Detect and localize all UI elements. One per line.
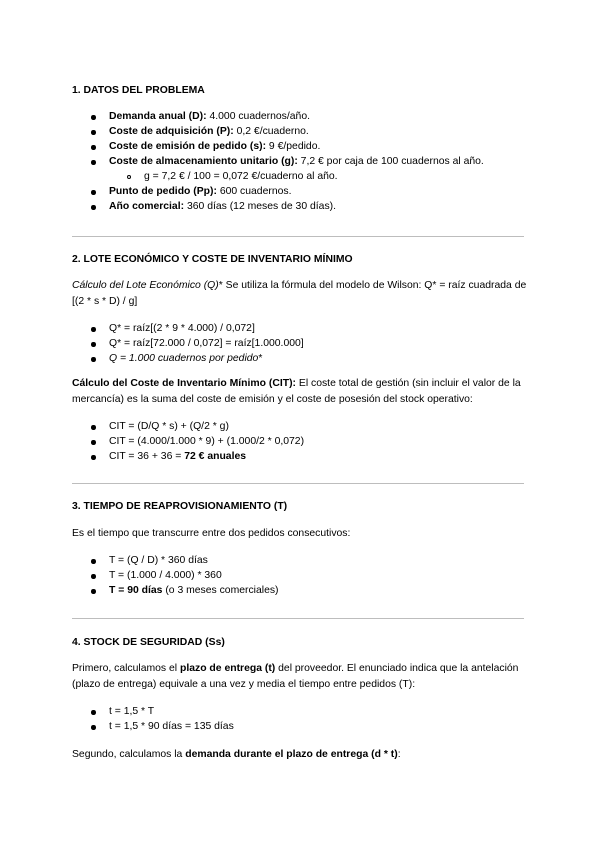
paragraph: Primero, calculamos el plazo de entrega (t) del proveedor. El enunciado indica que la antelación (plazo de entrega) equivale a una vez y media el tiempo entre pedidos (T):: [72, 663, 519, 690]
divider: [72, 483, 524, 484]
bullet: [91, 145, 96, 150]
bullet: [91, 327, 96, 332]
section-4-title: 4. STOCK DE SEGURIDAD (Ss): [72, 637, 225, 648]
list-item: t = 1,5 * 90 días = 135 días: [109, 721, 234, 732]
bullet: [91, 574, 96, 579]
section-2-title: 2. LOTE ECONÓMICO Y COSTE DE INVENTARIO MÍNIMO: [72, 254, 353, 265]
list-item: T = 90 días (o 3 meses comerciales): [109, 585, 279, 596]
sub-list-item: g = 7,2 € / 100 = 0,072 €/cuaderno al año.: [144, 171, 338, 182]
section-3-title: 3. TIEMPO DE REAPROVISIONAMIENTO (T): [72, 501, 288, 512]
bullet: [91, 425, 96, 430]
list-item: Q* = raíz[72.000 / 0,072] = raíz[1.000.000]: [109, 338, 304, 349]
list-item: CIT = 36 + 36 = 72 € anuales: [109, 451, 247, 462]
paragraph: Cálculo del Coste de Inventario Mínimo (CIT): El coste total de gestión (sin incluir el valor de la mercancía) es la suma del coste de emisión y el coste de posesión del stock operativo:: [72, 378, 521, 405]
list-item: Q = 1.000 cuadernos por pedido*: [109, 353, 263, 364]
bullet: [91, 559, 96, 564]
list-item: Demanda anual (D): 4.000 cuadernos/año.: [109, 111, 310, 122]
bullet: [91, 357, 96, 362]
bullet: [91, 190, 96, 195]
divider: [72, 618, 524, 619]
list-item: Coste de adquisición (P): 0,2 €/cuaderno.: [109, 126, 309, 137]
paragraph: Cálculo del Lote Económico (Q)* Se utiliza la fórmula del modelo de Wilson: Q* = raíz cuadrada de [(2 * s * D) / g]: [72, 280, 527, 307]
bullet: [91, 130, 96, 135]
bullet: [91, 115, 96, 120]
list-item: Punto de pedido (Pp): 600 cuadernos.: [109, 186, 292, 197]
sub-bullet: [127, 175, 131, 179]
bullet: [91, 710, 96, 715]
bullet: [91, 455, 96, 460]
list-item: T = (1.000 / 4.000) * 360: [109, 570, 222, 581]
list-item: t = 1,5 * T: [109, 706, 155, 717]
list-item: CIT = (4.000/1.000 * 9) + (1.000/2 * 0,072): [109, 436, 305, 447]
paragraph: Segundo, calculamos la demanda durante el plazo de entrega (d * t):: [72, 749, 401, 760]
bullet: [91, 589, 96, 594]
bullet: [91, 725, 96, 730]
list-item: Coste de emisión de pedido (s): 9 €/pedido.: [109, 141, 321, 152]
paragraph: Es el tiempo que transcurre entre dos pedidos consecutivos:: [72, 528, 351, 539]
section-1-title: 1. DATOS DEL PROBLEMA: [72, 85, 205, 96]
list-item: Q* = raíz[(2 * 9 * 4.000) / 0,072]: [109, 323, 255, 334]
bullet: [91, 440, 96, 445]
list-item: T = (Q / D) * 360 días: [109, 555, 208, 566]
divider: [72, 236, 524, 237]
bullet: [91, 342, 96, 347]
list-item: CIT = (D/Q * s) + (Q/2 * g): [109, 421, 229, 432]
list-item: Coste de almacenamiento unitario (g): 7,2 € por caja de 100 cuadernos al año.: [109, 156, 484, 167]
bullet: [91, 160, 96, 165]
bullet: [91, 205, 96, 210]
list-item: Año comercial: 360 días (12 meses de 30 días).: [109, 201, 336, 212]
